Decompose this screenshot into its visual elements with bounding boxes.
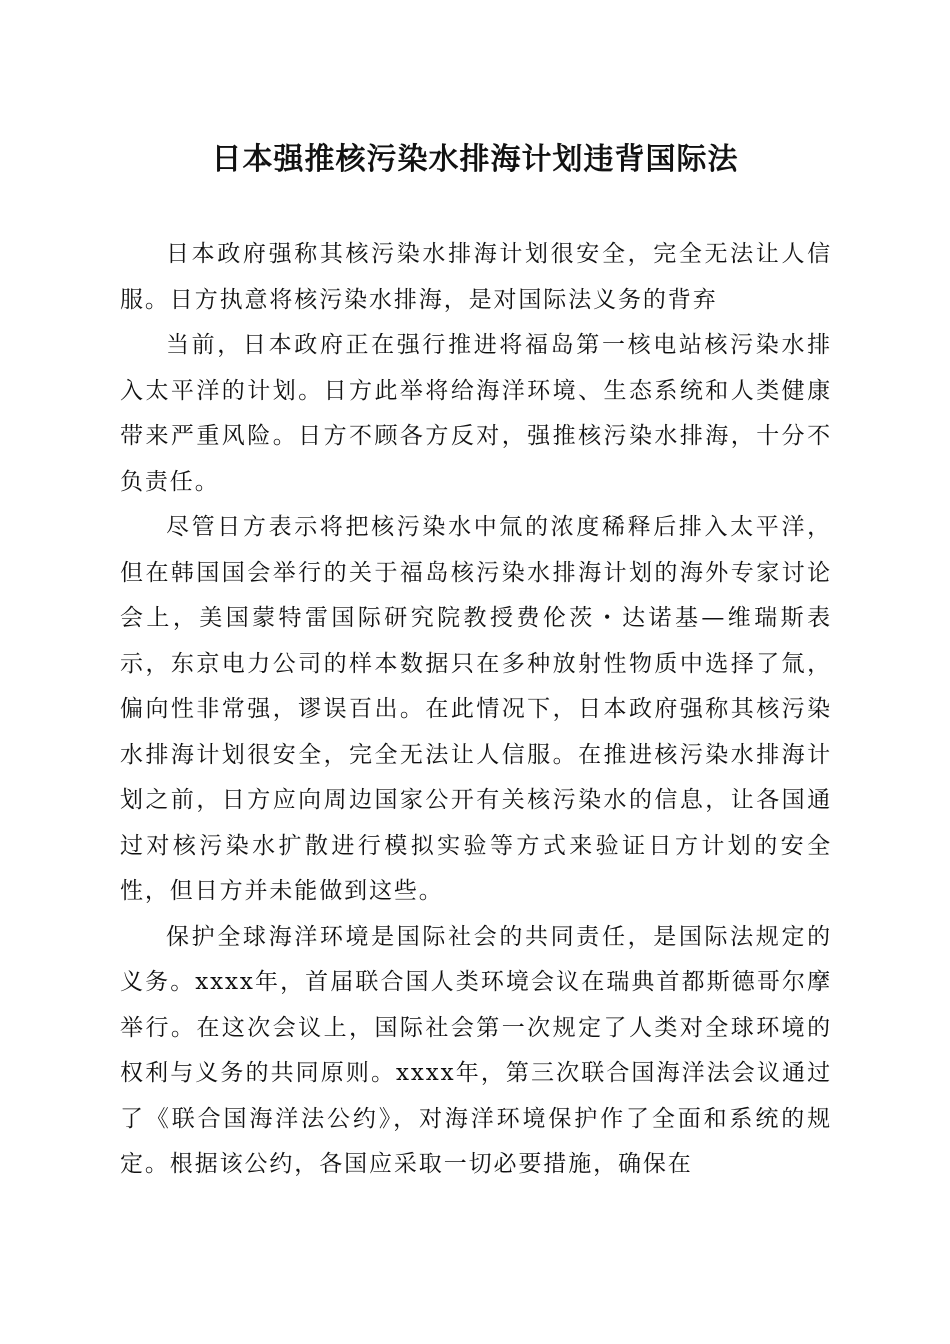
paragraph-2: 当前，日本政府正在强行推进将福岛第一核电站核污染水排入太平洋的计划。日方此举将给海洋环境、生态系统和人类健康带来严重风险。日方不顾各方反对，强推核污染水排海，十分不负责任。 [120, 332, 832, 495]
paragraph-3: 尽管日方表示将把核污染水中氚的浓度稀释后排入太平洋，但在韩国国会举行的关于福岛核污染水排海计划的海外专家讨论会上，美国蒙特雷国际研究院教授费伦茨・达诺基—维瑞斯表示，东京电力公司的样本数据只在多种放射性物质中选择了氚，偏向性非常强，谬误百出。在此情况下，日本政府强称其核污染水排海计划很安全，完全无法让人信服。在推进核污染水排海计划之前，日方应向周边国家公开有关核污染水的信息，让各国通过对核污染水扩散进行模拟实验等方式来验证日方计划的安全性，但日方并未能做到这些。 [120, 514, 832, 904]
document-title: 日本强推核污染水排海计划违背国际法 [211, 142, 739, 177]
document-body [120, 232, 832, 1188]
paragraph-4: 保护全球海洋环境是国际社会的共同责任，是国际法规定的义务。xxxx年，首届联合国人类环境会议在瑞典首都斯德哥尔摩举行。在这次会议上，国际社会第一次规定了人类对全球环境的权利与义务的共同原则。xxxx年，第三次联合国海洋法会议通过了《联合国海洋法公约》，对海洋环境保护作了全面和系统的规定。根据该公约，各国应采取一切必要措施，确保在 [120, 923, 832, 1177]
paragraph-1: 日本政府强称其核污染水排海计划很安全，完全无法让人信服。日方执意将核污染水排海，是对国际法义务的背弃 [120, 241, 832, 313]
